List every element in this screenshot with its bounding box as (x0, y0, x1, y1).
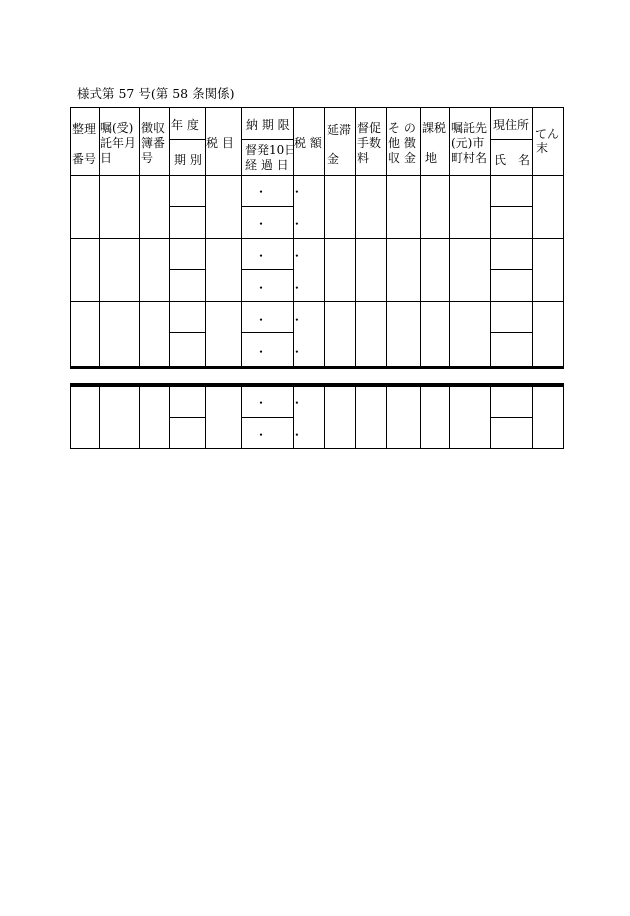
row-divider (70, 301, 564, 302)
row-sub-divider (241, 206, 293, 207)
header-seiri: 整理 (72, 122, 97, 136)
header-shokutaku-saki: 嘱託先 (451, 121, 488, 135)
header-tokuhatsu: 督発10日 (245, 143, 297, 157)
date-placeholder: ・ ・ (255, 249, 313, 263)
date-placeholder: ・ ・ (255, 428, 313, 442)
date-placeholder: ・ ・ (255, 313, 313, 327)
row-sub-divider (241, 332, 293, 333)
header-divider (490, 139, 532, 140)
row-sub-divider (490, 332, 532, 333)
header-tenmatsu: 末 (536, 141, 549, 155)
table-col-line (490, 107, 491, 366)
header-divider (169, 139, 205, 140)
row-divider (70, 175, 564, 176)
header-zeimoku: 税 目 (206, 136, 234, 150)
header-sonota: 他 徴 (388, 136, 416, 150)
row-sub-divider (241, 269, 293, 270)
header-choshu-bo: 簿番 (141, 136, 166, 150)
row-divider (70, 238, 564, 239)
table-col-line (169, 107, 170, 366)
table-col-line (324, 386, 325, 448)
table-col-line (324, 107, 325, 366)
header-tokuhatsu: 経 過 日 (245, 158, 289, 172)
table-col-line (70, 386, 71, 448)
header-seiri: 番号 (72, 152, 97, 166)
row-sub-divider (490, 206, 532, 207)
row-sub-divider (169, 332, 205, 333)
row-sub-divider (241, 417, 293, 418)
header-shokutaku-date: 嘱(受) (100, 121, 134, 135)
table-col-line (532, 107, 533, 366)
date-placeholder: ・ ・ (255, 281, 313, 295)
row-sub-divider (169, 417, 205, 418)
header-shokutaku-date: 日 (100, 151, 113, 165)
header-tokusoku: 手数 (357, 136, 382, 150)
header-sonota: 収 金 (388, 151, 416, 165)
date-placeholder: ・ ・ (255, 396, 313, 410)
table-col-line (205, 386, 206, 448)
date-placeholder: ・ ・ (255, 345, 313, 359)
header-tenmatsu: てん (535, 127, 560, 141)
header-nendo: 年 度 (171, 118, 199, 132)
row-sub-divider (490, 417, 532, 418)
header-kibetsu: 期 別 (174, 153, 202, 167)
table-col-line (449, 107, 450, 366)
form-title: 様式第 57 号(第 58 条関係) (77, 86, 235, 101)
table-col-line (139, 386, 140, 448)
table-col-line (241, 107, 242, 366)
table-col-line (386, 386, 387, 448)
table-col-line (532, 386, 533, 448)
row-sub-divider (169, 206, 205, 207)
header-divider (241, 139, 293, 140)
date-placeholder: ・ ・ (255, 185, 313, 199)
table-border-bottom (70, 448, 564, 449)
header-choshu-bo: 徴収 (141, 121, 166, 135)
header-kazei: 地 (425, 151, 438, 165)
header-shokutaku-saki: (元)市 (451, 136, 485, 150)
header-tokusoku: 料 (357, 151, 370, 165)
row-divider (70, 386, 564, 387)
row-sub-divider (169, 269, 205, 270)
ledger-table (70, 107, 564, 449)
table-col-line (70, 107, 71, 366)
header-shimei: 氏 名 (494, 153, 531, 167)
header-entai: 延滞 (327, 123, 352, 137)
header-zeigaku: 税 額 (294, 136, 322, 150)
header-noki: 納 期 限 (246, 118, 290, 132)
header-genjusho: 現住所 (493, 118, 530, 132)
separator-line-upper (70, 366, 564, 369)
header-entai: 金 (327, 152, 340, 166)
table-col-line (449, 386, 450, 448)
table-col-line (139, 107, 140, 366)
date-placeholder: ・ ・ (255, 217, 313, 231)
table-col-line (563, 386, 564, 448)
table-col-line (420, 386, 421, 448)
table-col-line (355, 386, 356, 448)
row-sub-divider (490, 269, 532, 270)
table-col-line (420, 107, 421, 366)
header-shokutaku-saki: 町村名 (451, 151, 488, 165)
header-choshu-bo: 号 (141, 151, 154, 165)
header-tokusoku: 督促 (357, 121, 382, 135)
header-kazei: 課税 (422, 121, 447, 135)
table-col-line (99, 386, 100, 448)
header-sonota: そ の (388, 121, 416, 135)
table-col-line (563, 107, 564, 366)
table-col-line (355, 107, 356, 366)
header-shokutaku-date: 託年月 (100, 136, 137, 150)
table-col-line (386, 107, 387, 366)
